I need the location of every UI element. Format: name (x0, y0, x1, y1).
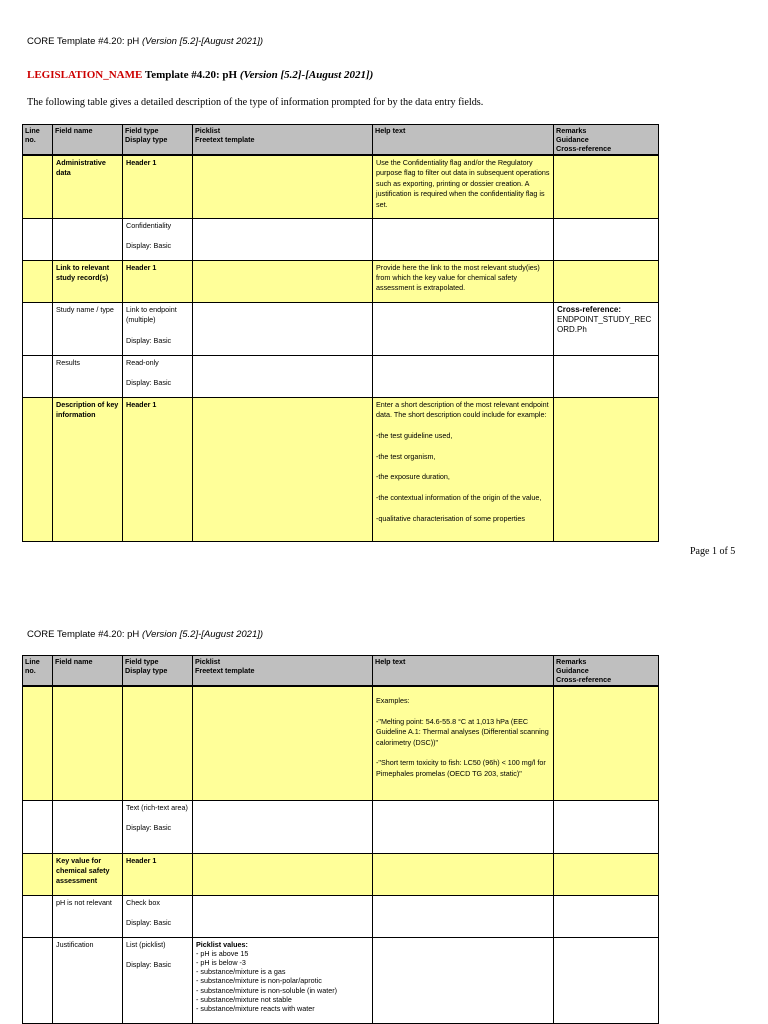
table-header-row (23, 656, 659, 687)
col-field-name: Field name (53, 125, 123, 156)
col-help-text: Help text (373, 125, 554, 156)
page-number: Page 1 of 5 (690, 546, 736, 557)
col-field-type: Field type Display type (123, 125, 193, 156)
table-row: Description of key information Header 1 Enter a short description of the most relevant endpoint data. The short description could include for example: -the test guideline used, -the test organism, -the exposure duration, -the contextual information of the origin of the value, -qualitative characterisation of some properties (23, 397, 659, 541)
col-field-type: Field type Display type (123, 656, 193, 687)
col-help-text: Help text (373, 656, 554, 687)
field-table-page-1 (22, 124, 659, 542)
table-row: Confidentiality Display: Basic (23, 218, 659, 260)
col-line-no: Line no. (23, 125, 53, 156)
legislation-title: LEGISLATION_NAME Template #4.20: pH (Version [5.2]-[August 2021]) (27, 69, 374, 81)
col-remarks: Remarks Guidance Cross-reference (554, 656, 659, 687)
table-row: pH is not relevant Check box Display: Basic (23, 895, 659, 937)
table-row: Text (rich-text area) Display: Basic (23, 800, 659, 853)
table-row: Results Read-only Display: Basic (23, 355, 659, 397)
table-row: Link to relevant study record(s) Header 1 Provide here the link to the most relevant study(ies) from which the key value for chemical safety assessment is extrapolated. (23, 260, 659, 302)
col-line-no: Line no. (23, 656, 53, 687)
col-picklist: Picklist Freetext template (193, 656, 373, 687)
picklist-values: - pH is above 15 - pH is below -3 - substance/mixture is a gas - substance/mixture is non-polar/aprotic - substance/mixture is non-soluble (in water) - substance/mixture not stable - substance/mixture reacts with water (196, 948, 338, 1013)
table-row: Administrative data Header 1 Use the Confidentiality flag and/or the Regulatory purpose flag to filter out data in subsequent operations such as exporting, printing or dossier creation. A justification is required when the confidentiality flag is set. (23, 155, 659, 218)
legislation-name: LEGISLATION_NAME (27, 69, 143, 81)
table-header-row (23, 125, 659, 156)
field-table-page-2 (22, 655, 659, 1024)
page-header: CORE Template #4.20: pH (Version [5.2]-[August 2021]) (27, 36, 264, 47)
col-field-name: Field name (53, 656, 123, 687)
col-remarks: Remarks Guidance Cross-reference (554, 125, 659, 156)
table-row: Study name / type Link to endpoint (multiple) Display: Basic Cross-reference: ENDPOINT_STUDY_RECORD.Ph (23, 302, 659, 355)
intro-text: The following table gives a detailed description of the type of information prompted for by the data entry fields. (27, 97, 484, 108)
page-header: CORE Template #4.20: pH (Version [5.2]-[August 2021]) (27, 629, 264, 640)
table-row: Justification List (picklist) Display: Basic Picklist values: - pH is above 15 - pH is below -3 - substance/mixture is a gas - substance/mixture is non-polar/aprotic - substance/mixture is non-soluble (in water) - substance/mixture not stable - substance/mixture reacts with water (23, 937, 659, 1023)
col-picklist: Picklist Freetext template (193, 125, 373, 156)
table-row: Key value for chemical safety assessment Header 1 (23, 853, 659, 895)
table-row: Examples: -"Melting point: 54.6-55.8 °C at 1,013 hPa (EEC Guideline A.1: Thermal analyses (Differential scanning calorimetry (DSC))" -"Short term toxicity to fish: LC50 (96h) < 100 mg/l for Pimephales promelas (OECD TG 203, static)" (23, 686, 659, 800)
